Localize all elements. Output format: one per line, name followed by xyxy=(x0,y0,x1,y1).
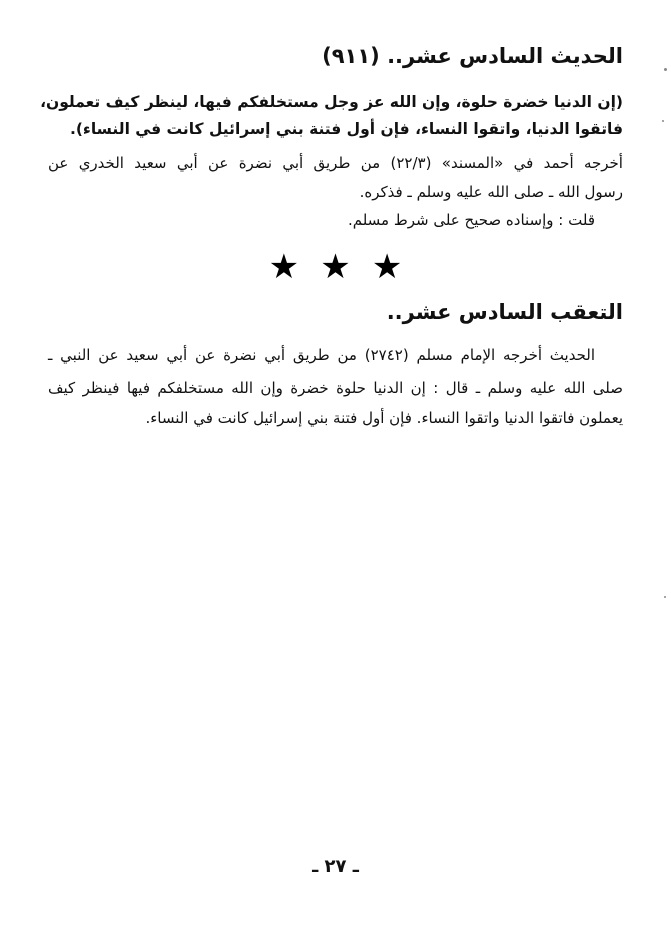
hadith-text-line-2: فاتقوا الدنيا، واتقوا النساء، فإن أول فتنة بني إسرائيل كانت في النساء). xyxy=(69,120,623,138)
rebuttal-line-1: الحديث أخرجه الإمام مسلم (٢٧٤٢) من طريق أبي نضرة عن أبي سعيد عن النبي ـ xyxy=(48,346,595,364)
rebuttal-line-3: يعملون فاتقوا الدنيا واتقوا النساء. فإن أول فتنة بني إسرائيل كانت في النساء. xyxy=(145,409,623,427)
section-title-rebuttal: التعقب السادس عشر.. xyxy=(386,300,623,324)
takhrij-line-1: أخرجه أحمد في «المسند» (٢٢/٣) من طريق أبي نضرة عن أبي سعيد الخدري عن xyxy=(48,154,623,172)
star-separator xyxy=(0,247,671,287)
scan-speck xyxy=(664,68,667,71)
takhrij-line-2: رسول الله ـ صلى الله عليه وسلم ـ فذكره. xyxy=(359,183,623,201)
scan-speck xyxy=(664,596,666,598)
hadith-text-line-1: (إن الدنيا خضرة حلوة، وإن الله عز وجل مستخلفكم فيها، لينظر كيف تعملون، xyxy=(40,93,623,111)
star-icon: ★ xyxy=(268,247,300,287)
scan-speck xyxy=(662,120,664,122)
section-title-hadith: الحديث السادس عشر.. (٩١١) xyxy=(322,44,623,68)
star-icon: ★ xyxy=(320,247,351,287)
rebuttal-line-2: صلى الله عليه وسلم ـ قال : إن الدنيا حلوة خضرة وإن الله مستخلفكم فيها فينظر كيف xyxy=(48,379,623,397)
star-icon: ★ xyxy=(371,247,403,287)
page-number: ـ ٢٧ ـ xyxy=(312,856,359,877)
author-comment: قلت : وإسناده صحيح على شرط مسلم. xyxy=(347,211,595,229)
